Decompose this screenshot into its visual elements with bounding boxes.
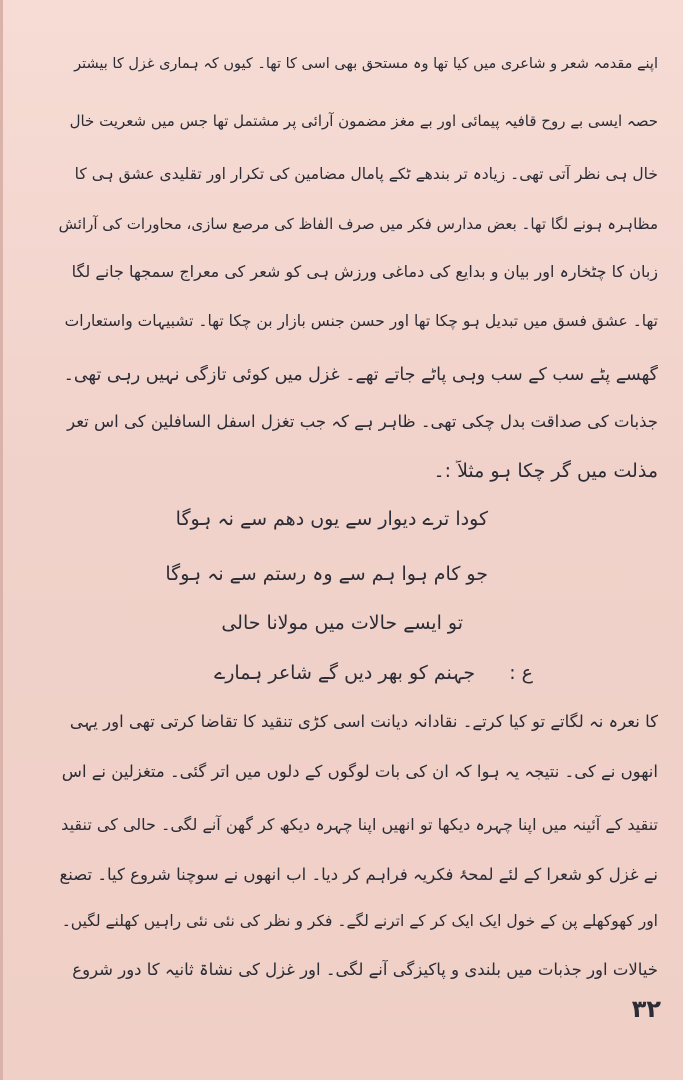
paragraph1-line-9: مذلت میں گر چکا ہو مثلاً :۔ xyxy=(433,460,658,482)
paragraph1-line-7: گھسے پٹے سب کے سب وہی پاٹے جاتے تھے۔ غزل میں کوئی تازگی نہیں رہی تھی۔ xyxy=(63,365,658,385)
verse-line-2: جو کام ہوا ہم سے وہ رستم سے نہ ہوگا xyxy=(165,563,488,585)
paragraph2-line-4: نے غزل کو شعرا کے لئے لمحۂ فکریہ فراہم کر دیا۔ اب انھوں نے سوچنا شروع کیا۔ تصنع xyxy=(59,865,658,884)
paragraph1-line-5: زبان کا چٹخارہ اور بیان و بدایع کی دماغی ورزش ہی کو شعر کی معراج سمجھا جانے لگا xyxy=(71,262,658,281)
quote-line xyxy=(214,662,533,684)
paragraph2-line-3: تنقید کے آئینہ میں اپنا چہرہ دیکھا تو انھیں اپنا چہرہ دیکھ کر گھن آنے لگی۔ حالی کی تنقید xyxy=(61,815,658,834)
quote-marker: ع : xyxy=(509,662,533,684)
verse-line-1: کودا ترے دیوار سے یوں دھم سے نہ ہوگا xyxy=(175,508,488,530)
paragraph1-line-6: تھا۔ عشق فسق میں تبدیل ہو چکا تھا اور حسن جنس بازار بن چکا تھا۔ تشبیہات واستعارات xyxy=(64,312,658,330)
paragraph2-line-1: کا نعرہ نہ لگاتے تو کیا کرتے۔ نقادانہ دیانت اسی کڑی تنقید کا تقاضا کرتی تھی اور یہی xyxy=(69,712,658,731)
intro-line: تو ایسے حالات میں مولانا حالی xyxy=(221,612,463,634)
paragraph1-line-1: اپنے مقدمہ شعر و شاعری میں کیا تھا وہ مستحق بھی اسی کا تھا۔ کیوں کہ ہماری غزل کا بیشتر xyxy=(74,56,658,72)
paragraph1-line-4: مظاہرہ ہونے لگا تھا۔ بعض مدارس فکر میں صرف الفاظ کی مرصع سازی، محاورات کی آرائش xyxy=(58,215,658,233)
paragraph2-line-2: انھوں نے کی۔ نتیجہ یہ ہوا کہ ان کی بات لوگوں کے دلوں میں اتر گئی۔ متغزلین نے اس xyxy=(61,762,658,781)
paragraph1-line-2: حصہ ایسی بے روح قافیہ پیمائی اور بے مغز مضمون آرائی پر مشتمل تھا جس میں شعریت خال xyxy=(69,112,658,130)
paragraph1-line-3: خال ہی نظر آتی تھی۔ زیادہ تر بندھے ٹکے پامال مضامین کی تکرار اور تقلیدی عشق ہی کا xyxy=(74,165,658,183)
paragraph2-line-5: اور کھوکھلے پن کے خول ایک ایک کر کے اترنے لگے۔ فکر و نظر کی نئی نئی راہیں کھلنے لگیں۔ xyxy=(61,912,658,930)
paragraph1-line-8: جذبات کی صداقت بدل چکی تھی۔ ظاہر ہے کہ جب تغزل اسفل السافلین کی اس تعر xyxy=(67,412,658,431)
quote-text: جہنم کو بھر دیں گے شاعر ہمارے xyxy=(214,662,476,684)
page-number: ۳۲ xyxy=(631,995,661,1023)
paragraph2-line-6: خیالات اور جذبات میں بلندی و پاکیزگی آنے لگی۔ اور غزل کی نشاۃ ثانیہ کا دور شروع xyxy=(72,960,658,979)
